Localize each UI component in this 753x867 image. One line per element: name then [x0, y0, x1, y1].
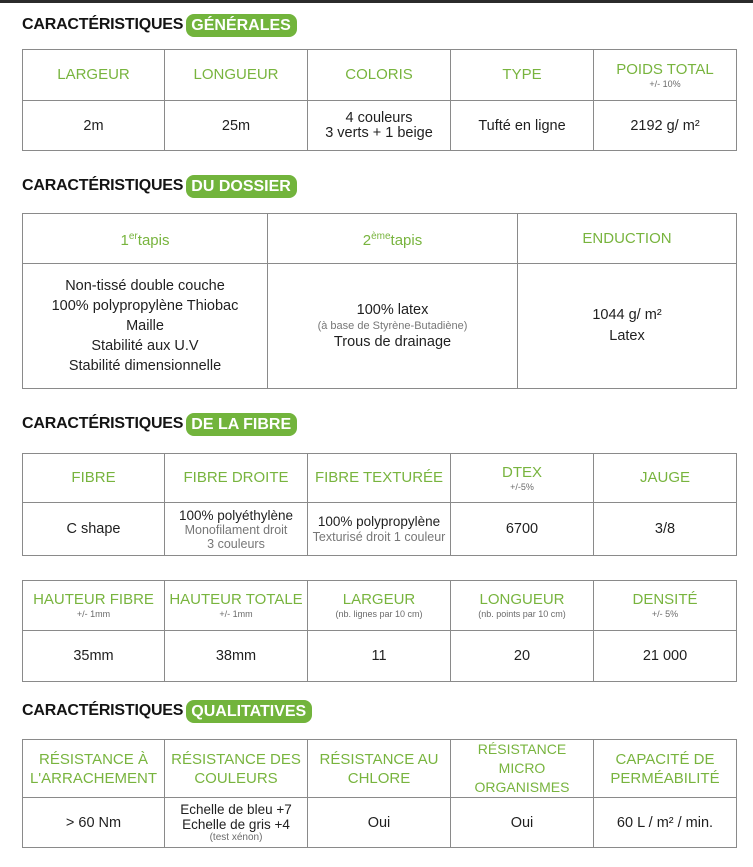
- section-heading-fibre: [22, 412, 297, 436]
- heading-plain: CARACTÉRISTIQUES: [22, 702, 184, 719]
- header-cell: HAUTEUR TOTALE +/- 1mm: [165, 581, 308, 631]
- header-row: [23, 214, 737, 264]
- section-heading-qualitatives: [22, 699, 312, 723]
- value-cell: 6700: [451, 503, 594, 556]
- table-hauteur: [22, 580, 737, 682]
- header-cell: LONGUEUR (nb. points par 10 cm): [451, 581, 594, 631]
- value-row: [23, 798, 737, 848]
- value-cell: C shape: [23, 503, 165, 556]
- top-rule: [0, 0, 753, 3]
- value-cell: Non-tissé double couche 100% polypropylène Thiobac Maille Stabilité aux U.V Stabilité dimensionnelle: [23, 264, 268, 389]
- heading-pill: DE LA FIBRE: [186, 413, 297, 436]
- header-row: [23, 50, 737, 101]
- value-cell: 3/8: [594, 503, 737, 556]
- table-qualitatives: [22, 739, 737, 848]
- header-cell: LARGEUR: [23, 50, 165, 101]
- value-cell: > 60 Nm: [23, 798, 165, 848]
- table-dossier: [22, 213, 737, 389]
- header-cell: CAPACITÉ DE PERMÉABILITÉ: [594, 740, 737, 798]
- header-cell: JAUGE: [594, 454, 737, 503]
- heading-plain: CARACTÉRISTIQUES: [22, 16, 184, 33]
- value-cell: 11: [308, 631, 451, 682]
- header-cell: LARGEUR (nb. lignes par 10 cm): [308, 581, 451, 631]
- heading-pill: QUALITATIVES: [186, 700, 312, 723]
- heading-pill: DU DOSSIER: [186, 175, 297, 198]
- header-row: [23, 581, 737, 631]
- header-row: [23, 740, 737, 798]
- tolerance-note: +/- 10%: [649, 78, 681, 89]
- header-cell: TYPE: [451, 50, 594, 101]
- heading-plain: CARACTÉRISTIQUES: [22, 415, 184, 432]
- value-cell: 35mm: [23, 631, 165, 682]
- value-cell: Oui: [308, 798, 451, 848]
- header-cell: COLORIS: [308, 50, 451, 101]
- header-cell: RÉSISTANCE DES COULEURS: [165, 740, 308, 798]
- header-cell: FIBRE: [23, 454, 165, 503]
- value-row: [23, 101, 737, 151]
- table-generales: [22, 49, 737, 151]
- heading-pill: GÉNÉRALES: [186, 14, 297, 37]
- header-cell: LONGUEUR: [165, 50, 308, 101]
- value-cell: 2m: [23, 101, 165, 151]
- value-cell: 100% latex (à base de Styrène-Butadiène) Trous de drainage: [268, 264, 518, 389]
- value-cell: Oui: [451, 798, 594, 848]
- header-cell: RÉSISTANCE MICRO ORGANISMES: [451, 740, 594, 798]
- value-cell: 60 L / m² / min.: [594, 798, 737, 848]
- header-row: [23, 454, 737, 503]
- value-cell: 2192 g/ m²: [594, 101, 737, 151]
- header-cell: FIBRE TEXTURÉE: [308, 454, 451, 503]
- heading-plain: CARACTÉRISTIQUES: [22, 177, 184, 194]
- header-cell: FIBRE DROITE: [165, 454, 308, 503]
- header-cell: RÉSISTANCE AU CHLORE: [308, 740, 451, 798]
- header-cell: DENSITÉ +/- 5%: [594, 581, 737, 631]
- header-cell: POIDS TOTAL +/- 10%: [594, 50, 737, 101]
- value-cell: 21 000: [594, 631, 737, 682]
- value-cell: 1044 g/ m² Latex: [518, 264, 737, 389]
- header-cell: 1ertapis: [23, 214, 268, 264]
- value-cell: 38mm: [165, 631, 308, 682]
- value-cell: 25m: [165, 101, 308, 151]
- value-row: [23, 503, 737, 556]
- value-cell: 20: [451, 631, 594, 682]
- value-cell: Echelle de bleu +7 Echelle de gris +4 (test xénon): [165, 798, 308, 848]
- header-cell: HAUTEUR FIBRE +/- 1mm: [23, 581, 165, 631]
- header-cell: RÉSISTANCE À L'ARRACHEMENT: [23, 740, 165, 798]
- section-heading-generales: [22, 13, 297, 37]
- value-cell: 100% polyéthylène Monofilament droit 3 couleurs: [165, 503, 308, 556]
- value-row: [23, 631, 737, 682]
- header-cell: ENDUCTION: [518, 214, 737, 264]
- header-cell: DTEX +/-5%: [451, 454, 594, 503]
- section-heading-dossier: [22, 174, 297, 198]
- value-row: [23, 264, 737, 389]
- value-cell: 100% polypropylène Texturisé droit 1 couleur: [308, 503, 451, 556]
- value-cell: Tufté en ligne: [451, 101, 594, 151]
- table-fibre: [22, 453, 737, 556]
- value-cell: 4 couleurs 3 verts + 1 beige: [308, 101, 451, 151]
- header-cell: 2èmetapis: [268, 214, 518, 264]
